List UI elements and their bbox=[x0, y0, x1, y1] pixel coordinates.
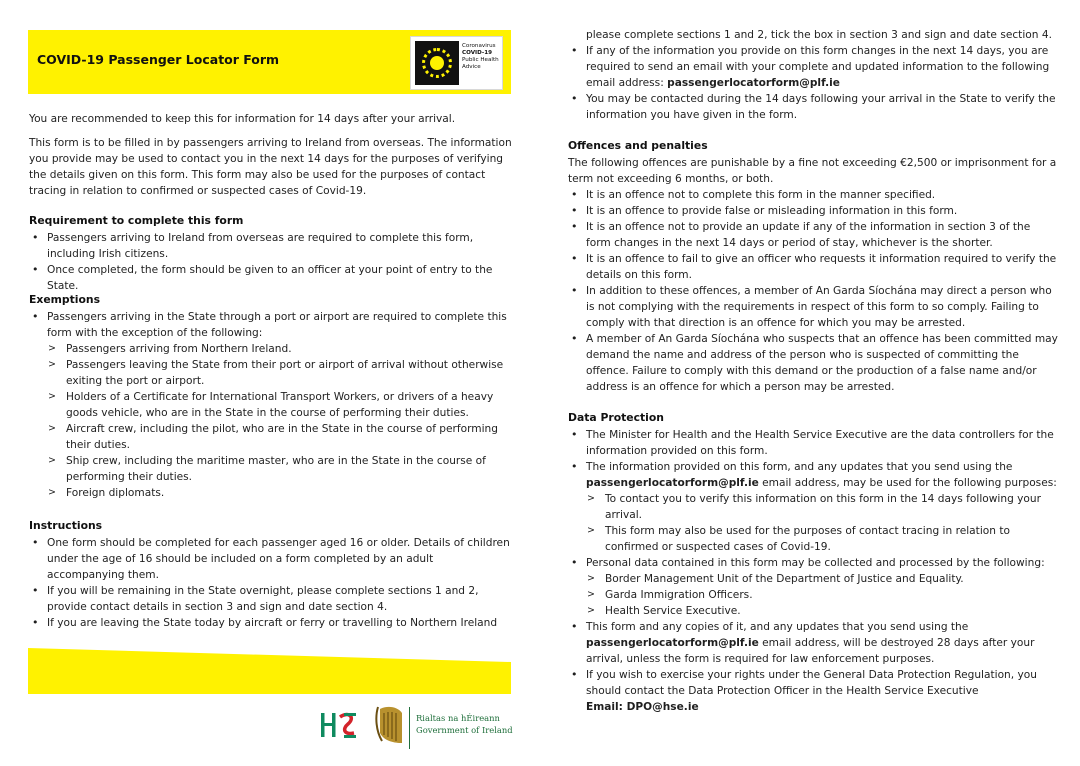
data-protection-heading: Data Protection bbox=[568, 411, 664, 424]
list-item: • Once completed, the form should be given to an officer at your point of entry to the State. bbox=[29, 262, 511, 294]
sub-item: > Garda Immigration Officers. bbox=[586, 587, 1058, 603]
sub-item: > Passengers leaving the State from their port or airport of arrival without otherwise exiting the port or airport. bbox=[47, 357, 509, 389]
harp-emblem-icon bbox=[372, 703, 408, 749]
form-title: COVID-19 Passenger Locator Form bbox=[37, 52, 280, 67]
sub-item: > Aircraft crew, including the pilot, who are in the State in the course of performing their duties. bbox=[47, 421, 509, 453]
list-item: • If you are leaving the State today by aircraft or ferry or travelling to Northern Ireland bbox=[29, 615, 511, 631]
list-item: • A member of An Garda Síochána who suspects that an offence has been committed may demand the name and address of the person who is suspected of committing the offence. Failure to comply with this demand or the production of a false name and/or address is an offence for which a person may be arrested. bbox=[568, 331, 1058, 395]
offences-lead: The following offences are punishable by a fine not exceeding €2,500 or imprisonment for a term not exceeding 6 months, or both. bbox=[568, 157, 1057, 185]
instructions-continued: please complete sections 1 and 2, tick the box in section 3 and sign and date section 4. bbox=[586, 29, 1052, 41]
sub-item: > Foreign diplomats. bbox=[47, 485, 509, 501]
sub-item: > This form may also be used for the purposes of contact tracing in relation to confirmed or suspected cases of Covid-19. bbox=[586, 523, 1058, 555]
list-item: • Personal data contained in this form may be collected and processed by the following: > Border Management Unit of the Department of Justice and Equality. > Garda Immigration Officers. > Health Service Executive. bbox=[568, 555, 1058, 619]
list-item: • If you will be remaining in the State overnight, please complete sections 1 and 2, provide contact details in section 3 and sign and date section 4. bbox=[29, 583, 511, 615]
sub-item: > Passengers arriving from Northern Ireland. bbox=[47, 341, 509, 357]
requirement-heading: Requirement to complete this form bbox=[29, 214, 244, 227]
list-item: • If you wish to exercise your rights under the General Data Protection Regulation, you should contact the Data Protection Officer in the Health Service Executive Email: DPO@hse.ie bbox=[568, 667, 1058, 715]
processors-sublist bbox=[586, 571, 1058, 619]
sub-item: > Ship crew, including the maritime master, who are in the State in the course of performing their duties. bbox=[47, 453, 509, 485]
list-item: • This form and any copies of it, and any updates that you send using the passengerlocatorform@plf.ie email address, will be destroyed 28 days after your arrival, unless the form is required for law enforcement purposes. bbox=[568, 619, 1058, 667]
right-page bbox=[540, 0, 1080, 766]
list-item: • It is an offence to provide false or misleading information in this form. bbox=[568, 203, 1058, 219]
gov-divider bbox=[409, 707, 410, 749]
requirement-list bbox=[29, 230, 511, 294]
list-item bbox=[29, 309, 509, 501]
list-item: • In addition to these offences, a member of An Garda Síochána may direct a person who is not complying with the requirements in respect of this form to so comply. Failing to comply with that direction is an offence for which you may be arrested. bbox=[568, 283, 1058, 331]
email-address: passengerlocatorform@plf.ie bbox=[586, 477, 759, 489]
data-protection-list bbox=[568, 427, 1058, 715]
coronavirus-icon bbox=[415, 41, 459, 85]
intro-keep-note: You are recommended to keep this for information for 14 days after your arrival. bbox=[29, 113, 456, 125]
instructions-more-list bbox=[568, 43, 1058, 123]
exemptions-heading: Exemptions bbox=[29, 293, 101, 306]
instructions-list bbox=[29, 535, 511, 631]
email-address: passengerlocatorform@plf.ie bbox=[586, 637, 759, 649]
exemptions-list bbox=[29, 309, 509, 501]
offences-heading: Offences and penalties bbox=[568, 139, 708, 152]
sub-item: > Holders of a Certificate for International Transport Workers, or drivers of a heavy goods vehicle, who are in the State in the course of performing their duties. bbox=[47, 389, 509, 421]
email-address: passengerlocatorform@plf.ie bbox=[667, 77, 840, 89]
footer-yellow-band bbox=[28, 648, 511, 694]
covid-advice-badge bbox=[410, 36, 503, 90]
form-header bbox=[28, 30, 511, 94]
purposes-sublist bbox=[586, 491, 1058, 555]
sub-item: > To contact you to verify this information on this form in the 14 days following your arrival. bbox=[586, 491, 1058, 523]
list-item: • You may be contacted during the 14 days following your arrival in the State to verify the information you have given in the form. bbox=[568, 91, 1058, 123]
sub-item: > Health Service Executive. bbox=[586, 603, 1058, 619]
list-item: • If any of the information you provide on this form changes in the next 14 days, you are required to send an email with your complete and updated information to the following email address: passengerlocatorform@plf.ie bbox=[568, 43, 1058, 91]
list-item: • The information provided on this form, and any updates that you send using the passengerlocatorform@plf.ie email address, may be used for the following purposes: > To contact you to verify this information on this form in the 14 days following your arrival. > This form may also be used for the purposes of contact tracing in relation to confirmed or suspected cases of Covid-19. bbox=[568, 459, 1058, 555]
list-item: • Passengers arriving to Ireland from overseas are required to complete this form, including Irish citizens. bbox=[29, 230, 511, 262]
list-item: • It is an offence not to provide an update if any of the information in section 3 of the form changes in the next 14 days or period of stay, whichever is the shorter. bbox=[568, 219, 1058, 251]
offences-list bbox=[568, 187, 1058, 395]
hse-logo bbox=[318, 707, 358, 745]
list-item: • It is an offence not to complete this form in the manner specified. bbox=[568, 187, 1058, 203]
intro-purpose: This form is to be filled in by passengers arriving to Ireland from overseas. The information you provide may be used to contact you in the next 14 days for the purposes of verifying the details given on this form. This form may also be used for the purposes of contact tracing in relation to confirmed or suspected cases of Covid-19. bbox=[29, 137, 512, 197]
exemptions-lead: Passengers arriving in the State through a port or airport are required to complete this form with the exception of the following: bbox=[47, 311, 507, 339]
sub-item: > Border Management Unit of the Department of Justice and Equality. bbox=[586, 571, 1058, 587]
exemptions-sublist bbox=[47, 341, 509, 501]
badge-text: Coronavirus COVID-19 Public Health Advice bbox=[462, 43, 499, 70]
instructions-heading: Instructions bbox=[29, 519, 103, 532]
list-item: • One form should be completed for each passenger aged 16 or older. Details of children under the age of 16 should be included on a form completed by an adult accompanying them. bbox=[29, 535, 511, 583]
list-item: • It is an offence to fail to give an officer who requests it information required to verify the details on this form. bbox=[568, 251, 1058, 283]
list-item: • The Minister for Health and the Health Service Executive are the data controllers for the information provided on this form. bbox=[568, 427, 1058, 459]
government-of-ireland-logo: Rialtas na hÉireann Government of Ireland bbox=[416, 713, 513, 735]
dpo-email: Email: DPO@hse.ie bbox=[586, 701, 699, 713]
